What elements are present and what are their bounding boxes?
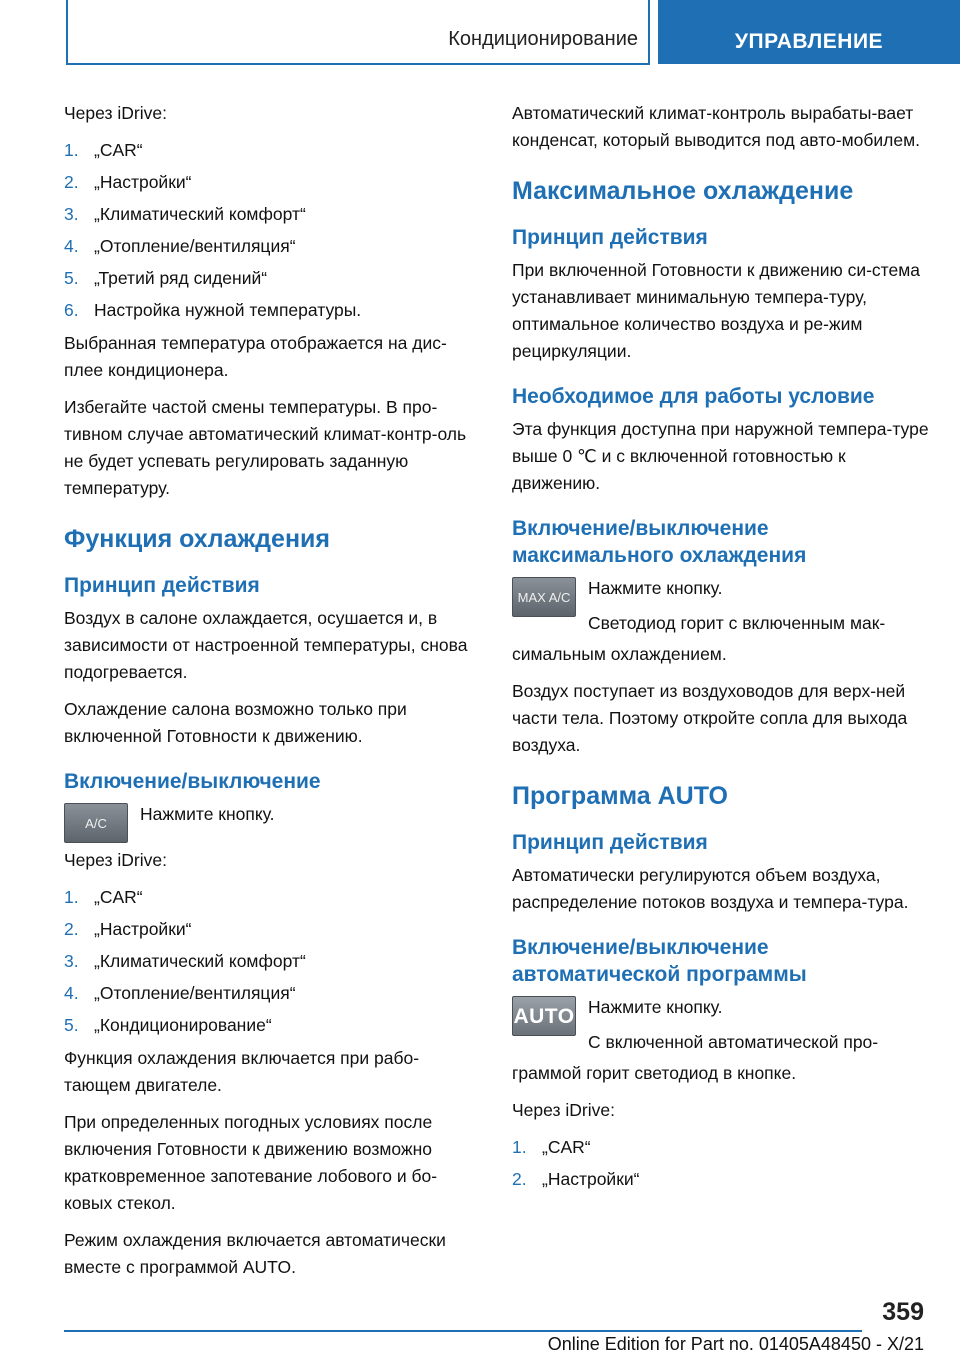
ac-button-icon: A/C bbox=[64, 803, 128, 843]
section-title: Кондиционирование bbox=[448, 28, 638, 50]
list-item: 1. „CAR“ bbox=[64, 887, 143, 907]
steps-list-cooling bbox=[64, 884, 480, 1039]
led-text-end: симальным охлаждением. bbox=[512, 644, 727, 664]
list-item: 4. „Отопление/вентиляция“ bbox=[64, 236, 296, 256]
paragraph: При включенной Готовности к движению си-стема устанавливает минимальную темпера-туру, оптимальное количество воздуха и ре-жим рециркуляции. bbox=[512, 260, 920, 361]
list-item: 1. „CAR“ bbox=[64, 140, 143, 160]
right-column bbox=[512, 100, 932, 1199]
paragraph: Воздух поступает из воздуховодов для верх-ней части тела. Поэтому откройте сопла для выхода воздуха. bbox=[512, 681, 908, 755]
heading-auto-program: Программа AUTO bbox=[512, 782, 728, 810]
auto-button-row bbox=[512, 994, 932, 1056]
list-item: 5. „Третий ряд сидений“ bbox=[64, 268, 268, 288]
page-number: 359 bbox=[882, 1298, 924, 1326]
max-ac-button-icon: MAX A/C bbox=[512, 577, 576, 617]
paragraph: Автоматический климат-контроль вырабаты-вает конденсат, который выводится под авто-мобилем. bbox=[512, 103, 920, 150]
idrive-intro: Через iDrive: bbox=[512, 1100, 615, 1120]
max-ac-button-row bbox=[512, 575, 932, 637]
paragraph: Воздух в салоне охлаждается, осушается и, в зависимости от настроенной температуры, снова подогревается. bbox=[64, 608, 468, 682]
idrive-intro: Через iDrive: bbox=[64, 850, 167, 870]
heading-max-on-off: Включение/выключение максимального охлаждения bbox=[512, 517, 807, 567]
list-item: 2. „Настройки“ bbox=[64, 919, 192, 939]
paragraph: Избегайте частой смены температуры. В про-тивном случае автоматический климат-контр-оль не будет успевать регулировать заданную температуру. bbox=[64, 397, 467, 498]
led-text-end: граммой горит светодиод в кнопке. bbox=[512, 1063, 797, 1083]
list-item: 2. „Настройки“ bbox=[64, 172, 192, 192]
idrive-intro: Через iDrive: bbox=[64, 103, 167, 123]
edition-footer: Online Edition for Part no. 01405A48450 - X/21 bbox=[547, 1334, 924, 1354]
paragraph: Автоматически регулируются объем воздуха, распределение потоков воздуха и темпера-тура. bbox=[512, 865, 909, 912]
paragraph: Эта функция доступна при наружной темпера-туре выше 0 ℃ и с включенной готовностью к движению. bbox=[512, 419, 929, 493]
list-item: 2. „Настройки“ bbox=[512, 1169, 640, 1189]
list-item: 1. „CAR“ bbox=[512, 1137, 591, 1157]
list-item: 6. Настройка нужной температуры. bbox=[64, 300, 362, 320]
heading-cooling-function: Функция охлаждения bbox=[64, 525, 331, 553]
heading-auto-on-off: Включение/выключение автоматической программы bbox=[512, 936, 807, 986]
led-text-start: Светодиод горит с включенным мак- bbox=[588, 613, 886, 633]
heading-on-off: Включение/выключение bbox=[64, 770, 321, 793]
chapter-tab[interactable]: УПРАВЛЕНИЕ bbox=[658, 0, 960, 64]
header-border-left bbox=[66, 0, 68, 64]
paragraph: При определенных погодных условиях после включения Готовности к движению возможно кратковременное запотевание лобового и бо-ковых стекол. bbox=[64, 1112, 438, 1213]
heading-max-cooling: Максимальное охлаждение bbox=[512, 177, 854, 205]
header-border-bottom bbox=[66, 63, 650, 65]
auto-button-icon: AUTO bbox=[512, 996, 576, 1036]
paragraph: Функция охлаждения включается при рабо-тающем двигателе. bbox=[64, 1048, 420, 1095]
steps-list-auto bbox=[512, 1134, 932, 1193]
list-item: 5. „Кондиционирование“ bbox=[64, 1015, 272, 1035]
heading-requirement: Необходимое для работы условие bbox=[512, 385, 875, 408]
press-button-text: Нажмите кнопку. bbox=[588, 578, 723, 598]
heading-principle: Принцип действия bbox=[512, 226, 708, 249]
footer-rule bbox=[64, 1330, 862, 1332]
ac-button-row bbox=[64, 801, 480, 843]
led-text-start: С включенной автоматической про- bbox=[588, 1032, 879, 1052]
header-border-right bbox=[648, 0, 650, 64]
heading-principle: Принцип действия bbox=[64, 574, 260, 597]
paragraph: Охлаждение салона возможно только при включенной Готовности к движению. bbox=[64, 699, 407, 746]
press-button-text: Нажмите кнопку. bbox=[140, 804, 275, 824]
press-button-text: Нажмите кнопку. bbox=[588, 997, 723, 1017]
list-item: 4. „Отопление/вентиляция“ bbox=[64, 983, 296, 1003]
steps-list-temperature bbox=[64, 137, 480, 324]
list-item: 3. „Климатический комфорт“ bbox=[64, 204, 306, 224]
paragraph: Выбранная температура отображается на дис-плее кондиционера. bbox=[64, 333, 447, 380]
paragraph: Режим охлаждения включается автоматически вместе с программой AUTO. bbox=[64, 1230, 446, 1277]
list-item: 3. „Климатический комфорт“ bbox=[64, 951, 306, 971]
left-column bbox=[64, 100, 480, 1291]
heading-principle: Принцип действия bbox=[512, 831, 708, 854]
